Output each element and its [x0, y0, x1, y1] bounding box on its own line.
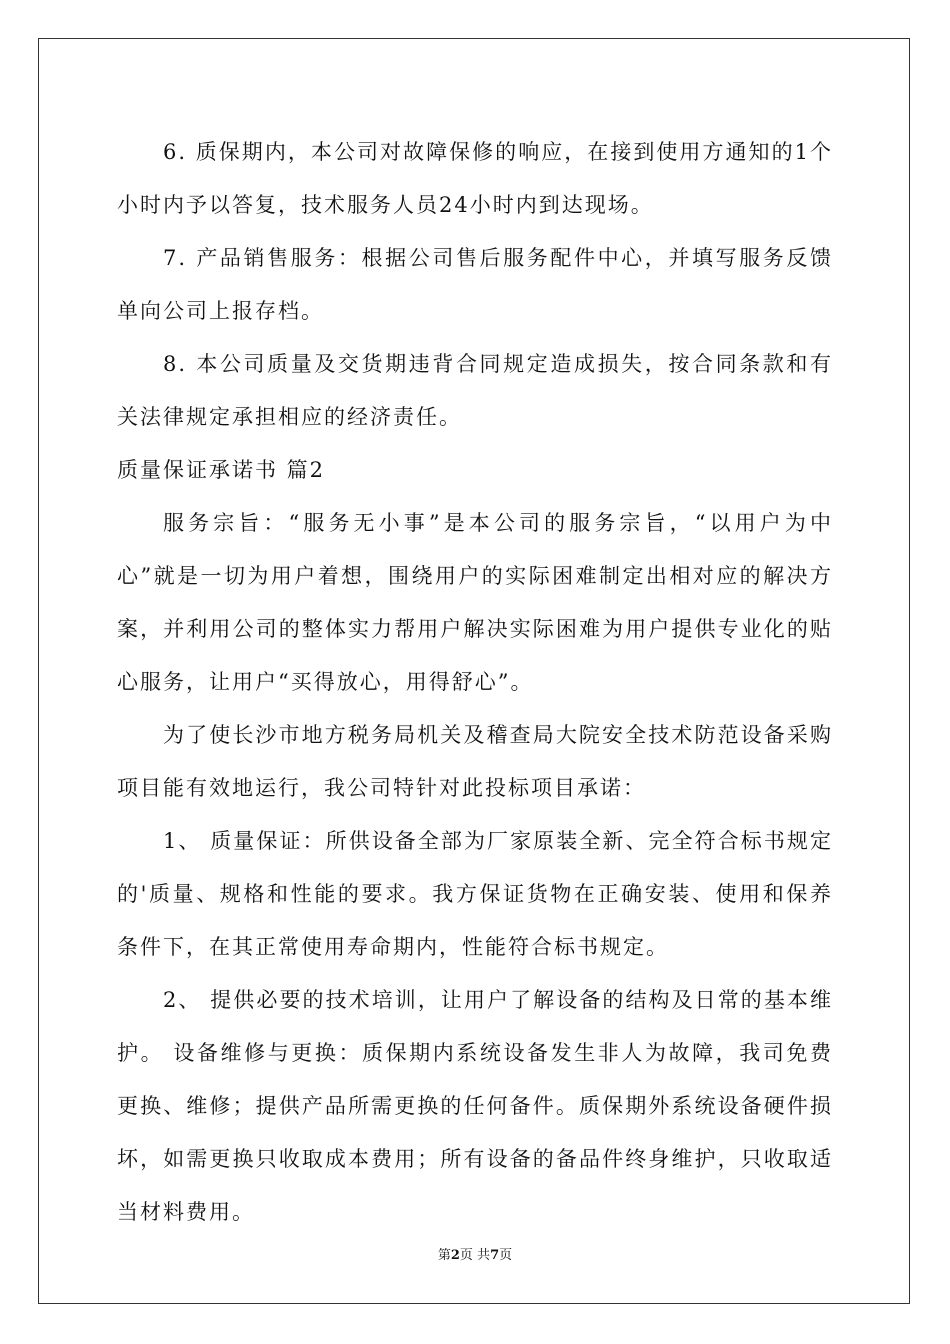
page-suffix: 页 — [499, 1248, 513, 1263]
document-body — [117, 126, 833, 1239]
paragraph-item-8: 8. 本公司质量及交货期违背合同规定造成损失，按合同条款和有关法律规定承担相应的经济责任。 — [117, 352, 833, 429]
section-heading: 质量保证承诺书 篇2 — [117, 458, 326, 482]
paragraph-service-purpose: 服务宗旨：“服务无小事”是本公司的服务宗旨，“以用户为中心”就是一切为用户着想，围绕用户的实际困难制定出相对应的解决方案，并利用公司的整体实力帮用户解决实际困难为用户提供专业化的贴心服务，让用户“买得放心，用得舒心”。 — [117, 511, 833, 694]
paragraph-quality-guarantee: 1、 质量保证：所供设备全部为厂家原装全新、完全符合标书规定的'质量、规格和性能的要求。我方保证货物在正确安装、使用和保养条件下，在其正常使用寿命期内，性能符合标书规定。 — [117, 829, 833, 959]
paragraph-training-maintenance: 2、 提供必要的技术培训，让用户了解设备的结构及日常的基本维护。 设备维修与更换：质保期内系统设备发生非人为故障，我司免费更换、维修；提供产品所需更换的任何备件。质保期外系统设备硬件损坏，如需更换只收取成本费用；所有设备的备品件终身维护，只收取适当材料费用。 — [117, 988, 833, 1224]
page-total-number: 7 — [490, 1248, 500, 1263]
paragraph-item-6: 6. 质保期内，本公司对故障保修的响应，在接到使用方通知的1个小时内予以答复，技术服务人员24小时内到达现场。 — [117, 140, 833, 217]
page-footer — [0, 1244, 950, 1263]
paragraph-item-7: 7. 产品销售服务：根据公司售后服务配件中心，并填写服务反馈单向公司上报存档。 — [117, 246, 833, 323]
paragraph-commitment-intro: 为了使长沙市地方税务局机关及稽查局大院安全技术防范设备采购项目能有效地运行，我公司特针对此投标项目承诺： — [117, 723, 833, 800]
page-prefix: 第 — [437, 1248, 451, 1263]
page-current-number: 2 — [450, 1248, 460, 1263]
page-mid: 页 共 — [459, 1248, 491, 1263]
